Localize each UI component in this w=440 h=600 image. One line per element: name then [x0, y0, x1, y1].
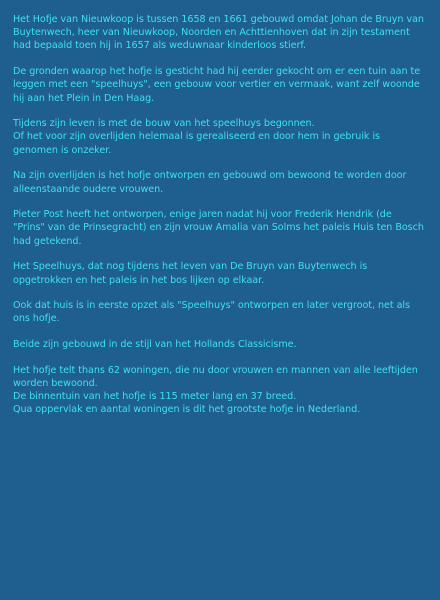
- paragraph-purpose: [13, 169, 426, 195]
- paragraph-current: [13, 364, 426, 417]
- paragraph-architect: [13, 208, 426, 248]
- text-line: Qua oppervlak en aantal woningen is dit het grootste hofje in Nederland.: [13, 404, 361, 416]
- paragraph-enlarged: [13, 299, 426, 325]
- text-line: Of het voor zijn overlijden helemaal is gerealiseerd en door hem in gebruik is genomen is onzeker.: [13, 131, 381, 156]
- text-line: Pieter Post heeft het ontworpen, enige jaren nadat hij voor Frederik Hendrik (de "Prins" van de Prinsegracht) en zijn vrouw Amalia van Solms het paleis Huis ten Bosch had getekend.: [13, 209, 424, 247]
- paragraph-speelhuys-construction: [13, 117, 426, 157]
- paragraph-resemblance: [13, 260, 426, 286]
- paragraph-style: [13, 338, 426, 351]
- paragraph-origin: [13, 13, 426, 53]
- text-line: De gronden waarop het hofje is gesticht had hij eerder gekocht om er een tuin aan te leggen met een "speelhuys", een gebouw voor vertier en vermaak, want zelf woonde hij aan het Plein in Den Haag.: [13, 66, 421, 104]
- text-line: Tijdens zijn leven is met de bouw van het speelhuys begonnen.: [13, 118, 315, 130]
- text-line: Ook dat huis is in eerste opzet als "Speelhuys" ontworpen en later vergroot, net als ons hofje.: [13, 300, 410, 325]
- text-line: Beide zijn gebouwd in de stijl van het Hollands Classicisme.: [13, 339, 297, 351]
- text-line: Na zijn overlijden is het hofje ontworpen en gebouwd om bewoond te worden door alleenstaande oudere vrouwen.: [13, 170, 407, 195]
- text-line: Het hofje telt thans 62 woningen, die nu door vrouwen en mannen van alle leeftijden worden bewoond.: [13, 364, 418, 390]
- text-line: De binnentuin van het hofje is 115 meter lang en 37 breed.: [13, 391, 297, 403]
- paragraph-grounds: [13, 65, 426, 105]
- text-line: Het Speelhuys, dat nog tijdens het leven van De Bruyn van Buytenwech is opgetrokken en het paleis in het bos lijken op elkaar.: [13, 261, 368, 286]
- text-line: Het Hofje van Nieuwkoop is tussen 1658 en 1661 gebouwd omdat Johan de Bruyn van Buytenwech, heer van Nieuwkoop, Noorden en Achttienhoven dat in zijn testament had bepaald toen hij in 1657 als weduwnaar kinderloos stierf.: [13, 14, 424, 52]
